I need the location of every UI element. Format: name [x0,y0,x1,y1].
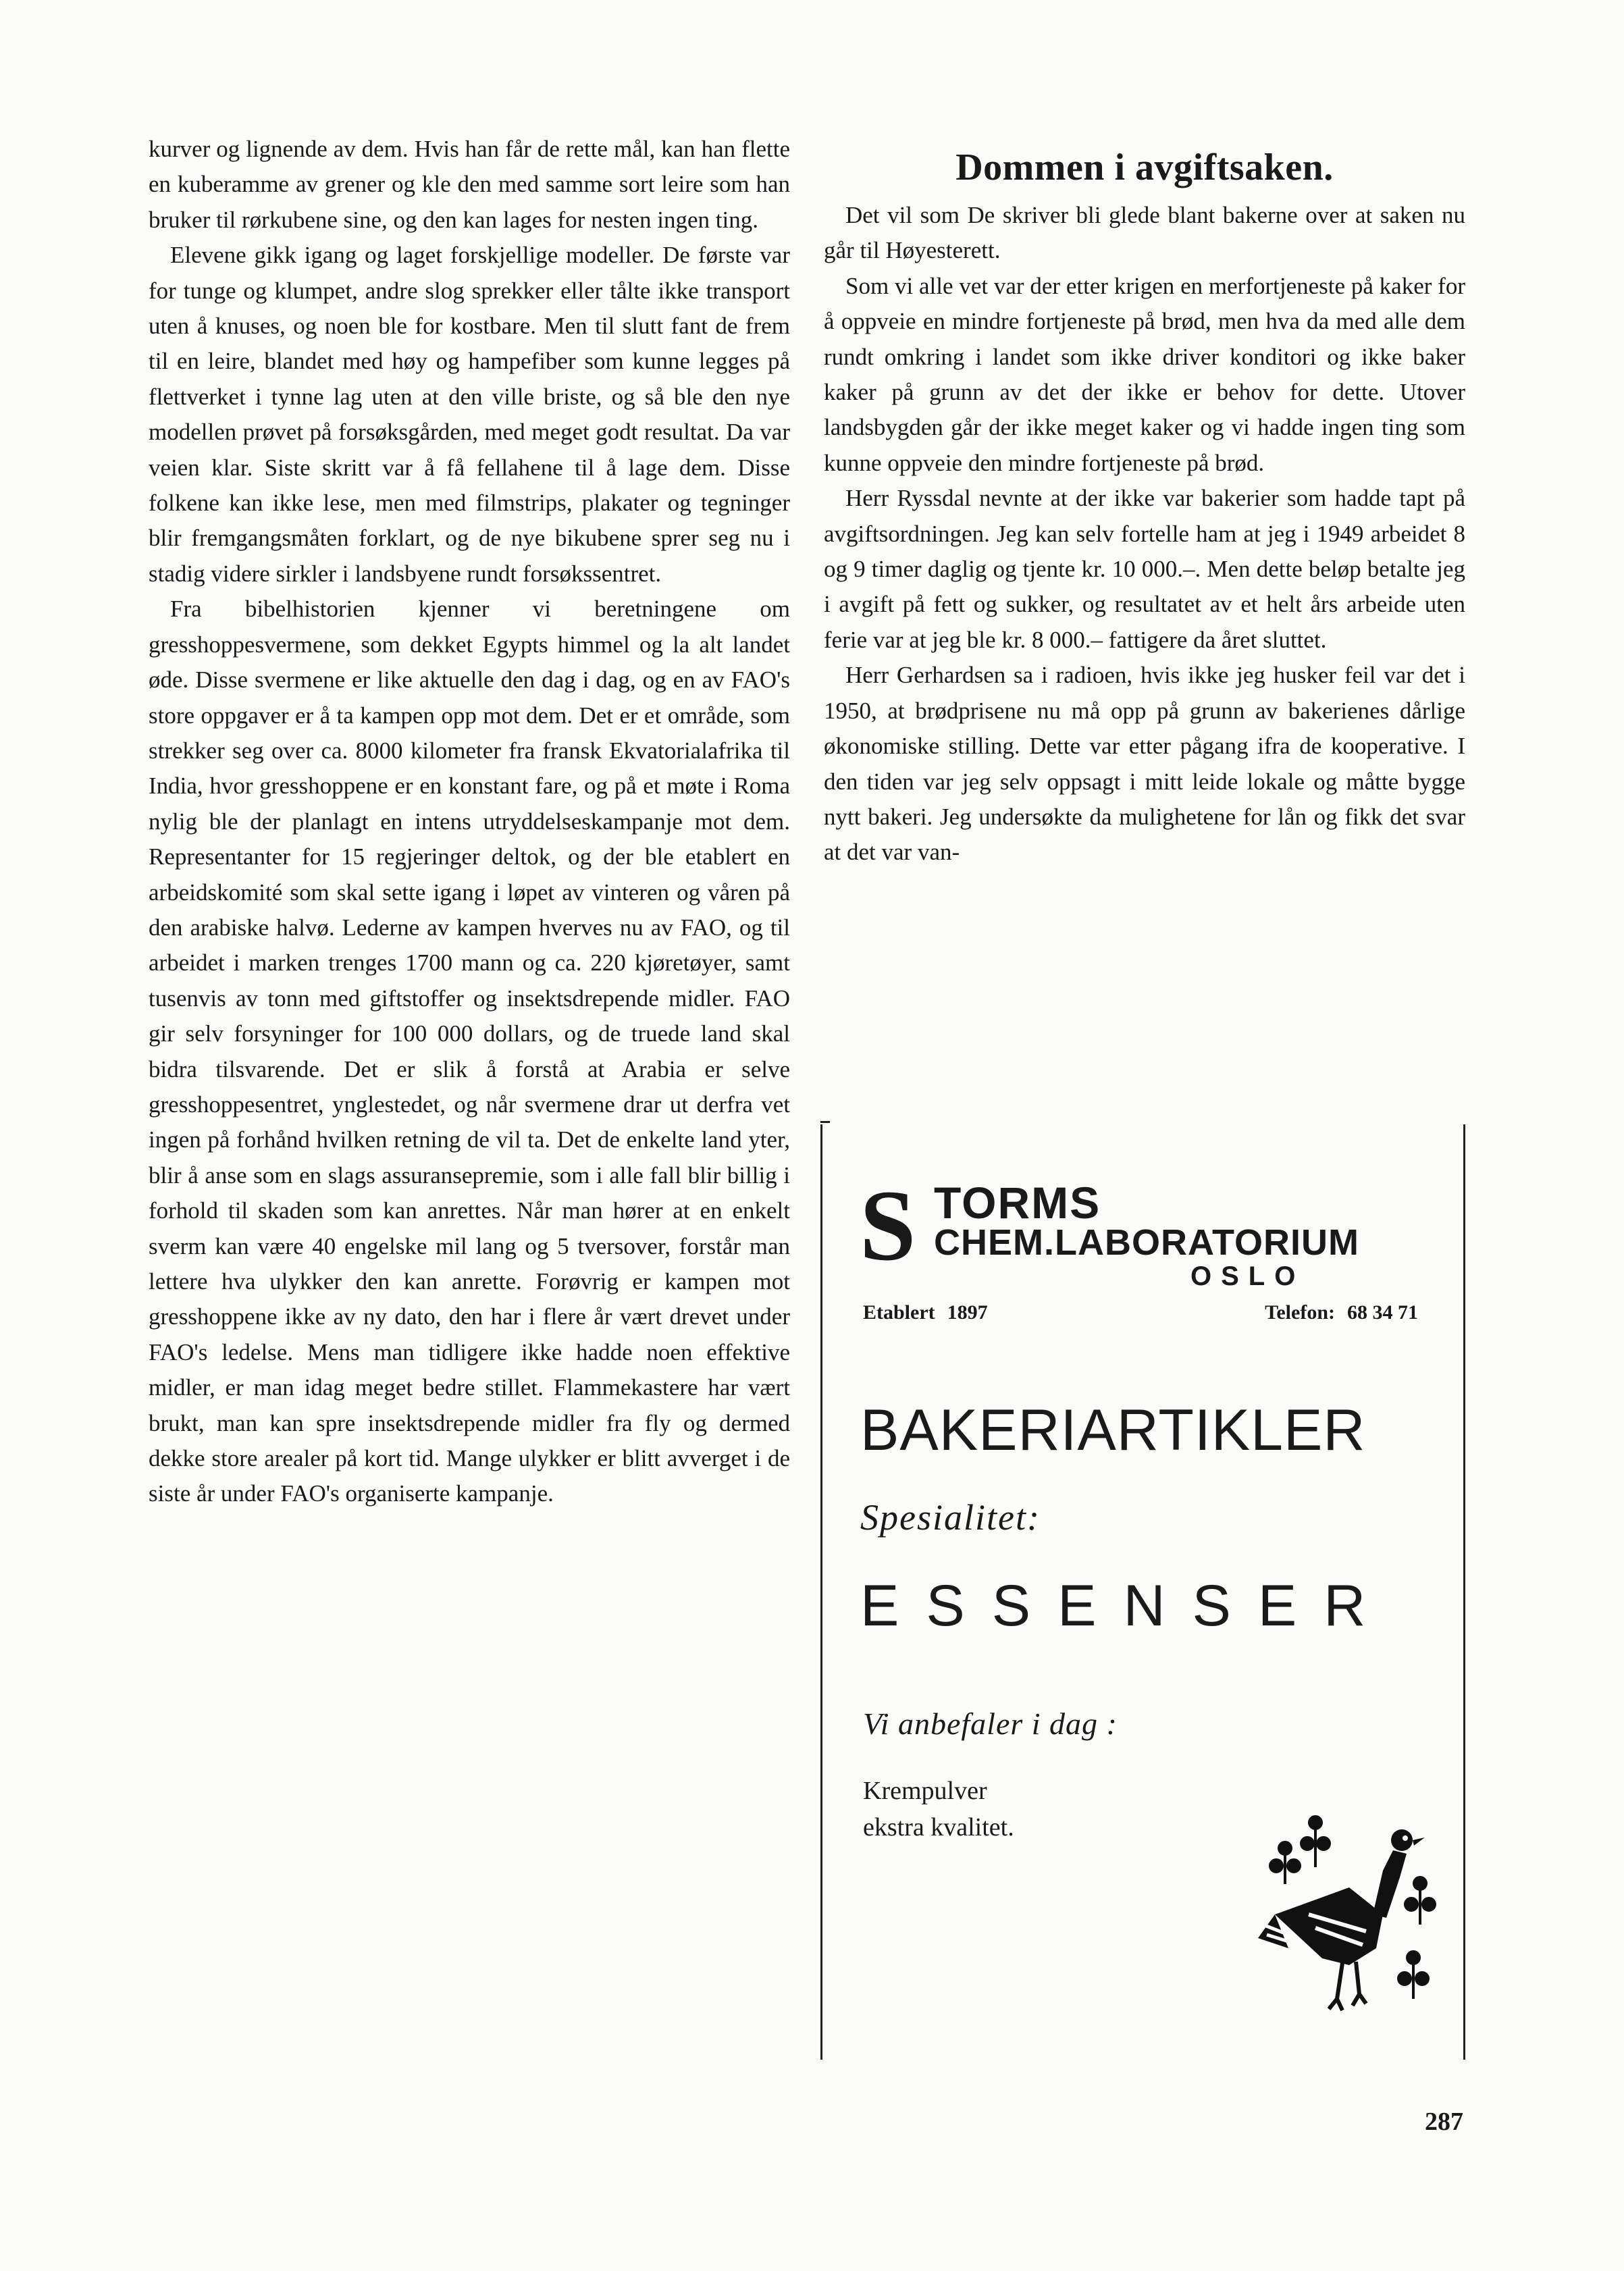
established-label: Etablert [863,1301,935,1324]
page-number: 287 [1425,2108,1463,2136]
logo-city: OSLO [1190,1261,1305,1291]
bird-illustration-icon [1248,1813,1450,2029]
logo-initial: S [860,1170,916,1282]
ad-corner-mark [820,1121,830,1123]
product-info [863,1773,1014,1846]
product-quality: ekstra kvalitet. [863,1813,1014,1842]
company-logo [860,1170,1440,1291]
specialty-text: ESSENSER [860,1573,1393,1638]
right-paragraph-3: Herr Ryssdal nevnte at der ikke var bakerier som hadde tapt på avgiftsordningen. Jeg kan selv fortelle ham at jeg i 1949 arbeidet 8 og 9 timer daglig og tjente kr. 10 000.–. Men dette beløp betalte jeg i avgift på fett og sukker, og resultatet av et helt års arbeide uten ferie var at jeg ble kr. 8 000.– fattigere da året sluttet. [824,485,1465,653]
established-year: 1897 [947,1301,988,1324]
advertisement-box [820,1124,1465,2060]
right-article-column [824,145,1465,870]
right-paragraph-4: Herr Gerhardsen sa i radioen, hvis ikke jeg husker feil var det i 1950, at brødprisene nu må opp på grunn av bakerienes dårlige økonomiske stilling. Dette var etter pågang ifra de kooperative. I den tiden var jeg selv oppsagt i mitt leide lokale og måtte bygge nytt bakeri. Jeg undersøkte da mulighetene for lån og fikk det svar at det var van- [824,662,1465,866]
left-paragraph-1: kurver og lignende av dem. Hvis han får de rette mål, kan han flette en kuberamme av grener og kle den med samme sort leire som han bruker til rørkubene sine, og den kan lages for nesten ingen ting. [149,136,790,233]
phone-info [1265,1301,1430,1324]
right-paragraph-2: Som vi alle vet var der etter krigen en merfortjeneste på kaker for å oppveie en mindre fortjeneste på brød, men hva da med alle dem rundt omkring i landet som ikke driver konditori og ikke baker kaker på grunn av det der ikke er behov for dette. Utover landsbygden går der ikke meget kaker og vi hadde ingen ting som kunne oppveie den mindre fortjeneste på brød. [824,272,1465,476]
phone-number: 68 34 71 [1347,1301,1418,1324]
recommend-label: Vi anbefaler i dag : [863,1706,1118,1741]
established-info [863,1301,1000,1324]
ad-headline: BAKERIARTIKLER [860,1398,1366,1463]
left-paragraph-2: Elevene gikk igang og laget forskjellige modeller. De første var for tunge og klumpet, andre slog sprekker eller tålte ikke transport uten å knuses, og noen ble for kostbare. Men til slutt fant de frem til en leire, blandet med høy og hampefiber som kunne legges på flettverket i tynne lag uten at den ville briste, og så ble den nye modellen prøvet på forsøksgården, med meget godt resultat. Da var veien klar. Siste skritt var å få fellahene til å lage dem. Disse folkene kan ikke lese, men med filmstrips, plakater og tegninger blir fremgangsmåten forklart, og de nye bikubene sprer seg nu i stadig videre sirkler i landsbyene rundt forsøkssentret. [149,242,790,587]
company-info-row [863,1301,1430,1324]
article-heading: Dommen i avgiftsaken. [955,147,1334,188]
logo-subtitle: CHEM.LABORATORIUM [934,1222,1359,1263]
left-article-column [149,132,790,1512]
product-name: Krempulver [863,1777,987,1805]
left-paragraph-3: Fra bibelhistorien kjenner vi beretningene om gresshoppesvermene, som dekket Egypts himmel og la alt landet øde. Disse svermene er like aktuelle den dag i dag, og en av FAO's store oppgaver er å ta kampen opp mot dem. Det er et område, som strekker seg over ca. 8000 kilometer fra fransk Ekvatorialafrika til India, hvor gresshoppene er en konstant fare, og på et møte i Roma nylig ble der planlagt en intens utryddelseskampanje mot dem. Representanter for 15 regjeringer deltok, og der ble etablert en arbeidskomité som skal sette igang i løpet av vinteren og våren på den arabiske halvø. Lederne av kampen hverves nu av FAO, og til arbeidet i marken trenges 1700 mann og ca. 220 kjøretøyer, samt tusenvis av tonn med giftstoffer og insektsdrepende midler. FAO gir selv forsyninger for 100 000 dollars, og de truede land skal bidra tilsvarende. Det er slik å forstå at Arabia er selve gresshoppesentret, ynglestedet, og når svermene drar ut derfra vet ingen på forhånd hvilken retning de vil ta. Det de enkelte land yter, blir å anse som en slags assuransepremie, som i alle fall blir billig i forhold til skaden som kan anrettes. Når man hører at en enkelt sverm kan være 40 engelske mil lang og 5 tversover, forstår man lettere hva ulykker den kan anrette. Forøvrig er kampen mot gresshoppene ikke av ny dato, den har i flere år vært drevet under FAO's ledelse. Mens man tidligere ikke hadde noen effektive midler, er man idag meget bedre stillet. Flammekastere har vært brukt, man kan spre insektsdrepende midler fra fly og dermed dekke store arealer på kort tid. Mange ulykker er blitt avverget i de siste år under FAO's organiserte kampanje. [149,596,790,1507]
right-paragraph-1: Det vil som De skriver bli glede blant bakerne over at saken nu går til Høyesterett. [824,202,1465,264]
specialty-label: Spesialitet: [860,1497,1041,1538]
logo-name: TORMS [934,1178,1101,1228]
phone-label: Telefon: [1265,1301,1335,1324]
